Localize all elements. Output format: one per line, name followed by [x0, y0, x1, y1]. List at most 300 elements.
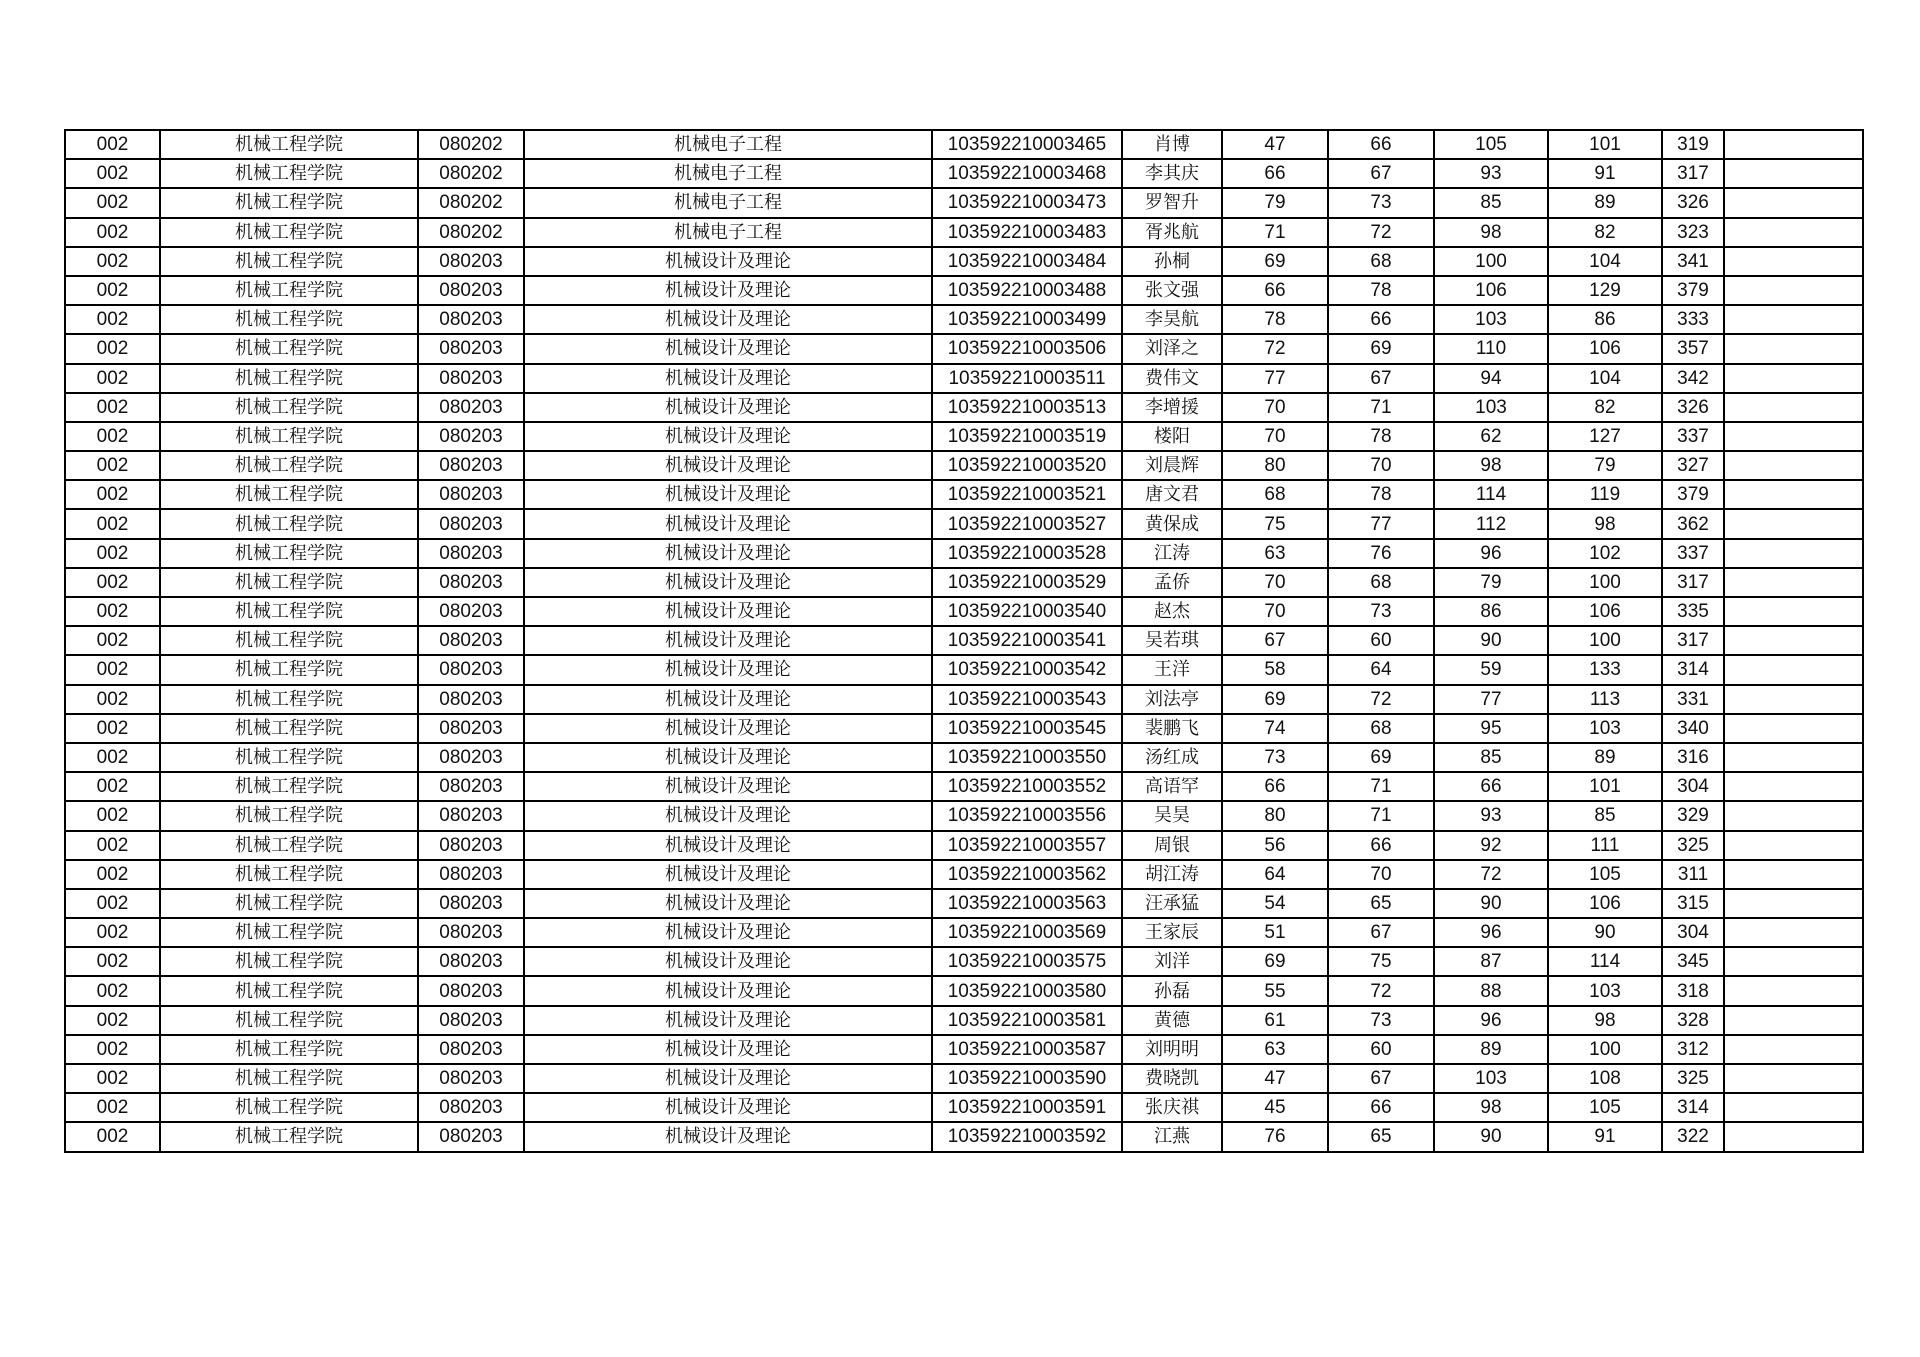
cell-exam-id: 103592210003521	[932, 480, 1122, 509]
cell-score1: 54	[1222, 889, 1328, 918]
cell-major-code: 080203	[418, 1006, 524, 1035]
cell-name: 刘明明	[1122, 1035, 1222, 1064]
cell-score3: 89	[1434, 1035, 1548, 1064]
cell-remark	[1724, 1093, 1863, 1122]
cell-remark	[1724, 976, 1863, 1005]
cell-unit-code: 002	[65, 276, 160, 305]
cell-score1: 67	[1222, 626, 1328, 655]
cell-major-name: 机械设计及理论	[524, 889, 932, 918]
cell-score4: 82	[1548, 218, 1662, 247]
cell-exam-id: 103592210003529	[932, 568, 1122, 597]
cell-total: 335	[1662, 597, 1724, 626]
cell-exam-id: 103592210003569	[932, 918, 1122, 947]
cell-major-name: 机械设计及理论	[524, 626, 932, 655]
cell-exam-id: 103592210003590	[932, 1064, 1122, 1093]
cell-total: 318	[1662, 976, 1724, 1005]
cell-exam-id: 103592210003519	[932, 422, 1122, 451]
cell-major-name: 机械设计及理论	[524, 1093, 932, 1122]
table-row	[65, 597, 1863, 626]
cell-score1: 69	[1222, 685, 1328, 714]
cell-score3: 112	[1434, 509, 1548, 538]
cell-college: 机械工程学院	[160, 539, 418, 568]
table-row	[65, 159, 1863, 188]
cell-score3: 100	[1434, 247, 1548, 276]
cell-score2: 73	[1328, 597, 1434, 626]
cell-college: 机械工程学院	[160, 451, 418, 480]
cell-score2: 73	[1328, 188, 1434, 217]
cell-score1: 77	[1222, 364, 1328, 393]
cell-college: 机械工程学院	[160, 130, 418, 159]
cell-name: 胥兆航	[1122, 218, 1222, 247]
table-row	[65, 626, 1863, 655]
cell-total: 340	[1662, 714, 1724, 743]
cell-name: 孙桐	[1122, 247, 1222, 276]
cell-major-name: 机械设计及理论	[524, 801, 932, 830]
cell-name: 孙磊	[1122, 976, 1222, 1005]
cell-major-name: 机械设计及理论	[524, 568, 932, 597]
table-row	[65, 1093, 1863, 1122]
cell-score1: 78	[1222, 305, 1328, 334]
table-row	[65, 743, 1863, 772]
cell-major-name: 机械电子工程	[524, 130, 932, 159]
cell-score1: 66	[1222, 159, 1328, 188]
table-row	[65, 480, 1863, 509]
score-table-body	[65, 130, 1863, 1152]
cell-college: 机械工程学院	[160, 597, 418, 626]
cell-total: 319	[1662, 130, 1724, 159]
cell-name: 王家辰	[1122, 918, 1222, 947]
cell-major-name: 机械电子工程	[524, 218, 932, 247]
cell-major-name: 机械电子工程	[524, 188, 932, 217]
cell-remark	[1724, 539, 1863, 568]
cell-college: 机械工程学院	[160, 364, 418, 393]
cell-major-code: 080203	[418, 947, 524, 976]
cell-exam-id: 103592210003563	[932, 889, 1122, 918]
cell-exam-id: 103592210003543	[932, 685, 1122, 714]
cell-remark	[1724, 1122, 1863, 1151]
cell-score3: 94	[1434, 364, 1548, 393]
cell-score4: 102	[1548, 539, 1662, 568]
cell-score4: 85	[1548, 801, 1662, 830]
cell-college: 机械工程学院	[160, 860, 418, 889]
cell-exam-id: 103592210003542	[932, 655, 1122, 684]
cell-major-code: 080203	[418, 918, 524, 947]
table-row	[65, 130, 1863, 159]
cell-major-name: 机械设计及理论	[524, 1122, 932, 1151]
cell-score3: 86	[1434, 597, 1548, 626]
cell-score4: 106	[1548, 889, 1662, 918]
cell-unit-code: 002	[65, 1064, 160, 1093]
cell-exam-id: 103592210003506	[932, 334, 1122, 363]
cell-unit-code: 002	[65, 159, 160, 188]
cell-score1: 74	[1222, 714, 1328, 743]
cell-name: 胡江涛	[1122, 860, 1222, 889]
cell-score3: 96	[1434, 918, 1548, 947]
cell-remark	[1724, 159, 1863, 188]
cell-college: 机械工程学院	[160, 218, 418, 247]
cell-score2: 71	[1328, 772, 1434, 801]
cell-score1: 70	[1222, 568, 1328, 597]
cell-unit-code: 002	[65, 918, 160, 947]
cell-major-code: 080202	[418, 159, 524, 188]
cell-remark	[1724, 918, 1863, 947]
cell-remark	[1724, 1006, 1863, 1035]
table-row	[65, 976, 1863, 1005]
cell-major-code: 080203	[418, 1093, 524, 1122]
table-row	[65, 393, 1863, 422]
cell-remark	[1724, 743, 1863, 772]
cell-name: 黄德	[1122, 1006, 1222, 1035]
cell-score3: 90	[1434, 626, 1548, 655]
cell-college: 机械工程学院	[160, 976, 418, 1005]
cell-major-code: 080203	[418, 568, 524, 597]
cell-major-code: 080202	[418, 218, 524, 247]
cell-college: 机械工程学院	[160, 947, 418, 976]
cell-remark	[1724, 1035, 1863, 1064]
table-row	[65, 539, 1863, 568]
cell-major-code: 080203	[418, 276, 524, 305]
cell-score2: 72	[1328, 685, 1434, 714]
cell-score2: 72	[1328, 976, 1434, 1005]
table-row	[65, 276, 1863, 305]
cell-score3: 103	[1434, 1064, 1548, 1093]
cell-unit-code: 002	[65, 1122, 160, 1151]
score-table	[64, 129, 1864, 1153]
cell-unit-code: 002	[65, 947, 160, 976]
cell-major-name: 机械设计及理论	[524, 305, 932, 334]
cell-name: 周银	[1122, 831, 1222, 860]
cell-score2: 78	[1328, 276, 1434, 305]
cell-score2: 67	[1328, 159, 1434, 188]
cell-college: 机械工程学院	[160, 1093, 418, 1122]
cell-remark	[1724, 422, 1863, 451]
cell-remark	[1724, 685, 1863, 714]
cell-score1: 76	[1222, 1122, 1328, 1151]
cell-major-name: 机械设计及理论	[524, 685, 932, 714]
cell-score1: 70	[1222, 597, 1328, 626]
cell-name: 李其庆	[1122, 159, 1222, 188]
cell-score2: 70	[1328, 451, 1434, 480]
cell-total: 304	[1662, 772, 1724, 801]
cell-major-name: 机械设计及理论	[524, 451, 932, 480]
cell-major-code: 080203	[418, 772, 524, 801]
cell-name: 黄保成	[1122, 509, 1222, 538]
cell-score2: 60	[1328, 626, 1434, 655]
cell-name: 刘洋	[1122, 947, 1222, 976]
table-row	[65, 889, 1863, 918]
cell-score1: 75	[1222, 509, 1328, 538]
cell-remark	[1724, 568, 1863, 597]
cell-major-code: 080203	[418, 860, 524, 889]
cell-unit-code: 002	[65, 509, 160, 538]
table-row	[65, 801, 1863, 830]
cell-college: 机械工程学院	[160, 480, 418, 509]
cell-major-name: 机械设计及理论	[524, 393, 932, 422]
cell-name: 楼阳	[1122, 422, 1222, 451]
cell-remark	[1724, 655, 1863, 684]
cell-score1: 71	[1222, 218, 1328, 247]
cell-score2: 72	[1328, 218, 1434, 247]
cell-score4: 100	[1548, 1035, 1662, 1064]
table-row	[65, 918, 1863, 947]
cell-major-code: 080203	[418, 626, 524, 655]
cell-major-code: 080202	[418, 188, 524, 217]
cell-score4: 119	[1548, 480, 1662, 509]
cell-name: 高语罕	[1122, 772, 1222, 801]
cell-exam-id: 103592210003556	[932, 801, 1122, 830]
cell-name: 费晓凯	[1122, 1064, 1222, 1093]
cell-score2: 78	[1328, 422, 1434, 451]
cell-score2: 68	[1328, 568, 1434, 597]
cell-score1: 70	[1222, 393, 1328, 422]
cell-major-name: 机械设计及理论	[524, 1064, 932, 1093]
cell-total: 379	[1662, 480, 1724, 509]
cell-major-code: 080203	[418, 714, 524, 743]
cell-score3: 92	[1434, 831, 1548, 860]
cell-remark	[1724, 1064, 1863, 1093]
table-row	[65, 655, 1863, 684]
cell-college: 机械工程学院	[160, 509, 418, 538]
cell-total: 337	[1662, 539, 1724, 568]
cell-unit-code: 002	[65, 422, 160, 451]
cell-unit-code: 002	[65, 1006, 160, 1035]
cell-remark	[1724, 188, 1863, 217]
cell-total: 345	[1662, 947, 1724, 976]
cell-major-code: 080203	[418, 1122, 524, 1151]
cell-major-name: 机械设计及理论	[524, 831, 932, 860]
cell-score4: 89	[1548, 188, 1662, 217]
cell-score1: 47	[1222, 1064, 1328, 1093]
cell-major-code: 080203	[418, 334, 524, 363]
cell-college: 机械工程学院	[160, 247, 418, 276]
cell-total: 379	[1662, 276, 1724, 305]
cell-total: 327	[1662, 451, 1724, 480]
cell-score4: 133	[1548, 655, 1662, 684]
table-row	[65, 422, 1863, 451]
cell-score4: 89	[1548, 743, 1662, 772]
cell-score3: 79	[1434, 568, 1548, 597]
cell-exam-id: 103592210003541	[932, 626, 1122, 655]
cell-score4: 86	[1548, 305, 1662, 334]
table-row	[65, 1035, 1863, 1064]
cell-college: 机械工程学院	[160, 334, 418, 363]
cell-unit-code: 002	[65, 831, 160, 860]
cell-score1: 61	[1222, 1006, 1328, 1035]
cell-score3: 106	[1434, 276, 1548, 305]
cell-major-code: 080203	[418, 247, 524, 276]
cell-score1: 66	[1222, 276, 1328, 305]
cell-exam-id: 103592210003552	[932, 772, 1122, 801]
cell-score4: 129	[1548, 276, 1662, 305]
cell-score3: 96	[1434, 1006, 1548, 1035]
cell-name: 吴若琪	[1122, 626, 1222, 655]
cell-exam-id: 103592210003575	[932, 947, 1122, 976]
cell-college: 机械工程学院	[160, 714, 418, 743]
cell-remark	[1724, 626, 1863, 655]
cell-exam-id: 103592210003550	[932, 743, 1122, 772]
cell-score1: 69	[1222, 247, 1328, 276]
cell-score4: 113	[1548, 685, 1662, 714]
cell-name: 刘法亭	[1122, 685, 1222, 714]
cell-score3: 95	[1434, 714, 1548, 743]
cell-remark	[1724, 130, 1863, 159]
cell-score1: 68	[1222, 480, 1328, 509]
cell-total: 329	[1662, 801, 1724, 830]
cell-score4: 104	[1548, 247, 1662, 276]
table-row	[65, 247, 1863, 276]
cell-unit-code: 002	[65, 597, 160, 626]
cell-college: 机械工程学院	[160, 801, 418, 830]
cell-major-code: 080203	[418, 509, 524, 538]
cell-score1: 51	[1222, 918, 1328, 947]
cell-remark	[1724, 831, 1863, 860]
cell-exam-id: 103592210003528	[932, 539, 1122, 568]
cell-total: 337	[1662, 422, 1724, 451]
cell-major-name: 机械设计及理论	[524, 714, 932, 743]
cell-total: 333	[1662, 305, 1724, 334]
cell-score2: 71	[1328, 393, 1434, 422]
cell-major-code: 080203	[418, 801, 524, 830]
cell-total: 317	[1662, 626, 1724, 655]
cell-remark	[1724, 801, 1863, 830]
cell-name: 张文强	[1122, 276, 1222, 305]
cell-score3: 72	[1434, 860, 1548, 889]
cell-unit-code: 002	[65, 218, 160, 247]
cell-score3: 85	[1434, 743, 1548, 772]
cell-score3: 103	[1434, 393, 1548, 422]
cell-remark	[1724, 714, 1863, 743]
table-row	[65, 188, 1863, 217]
cell-score3: 90	[1434, 1122, 1548, 1151]
cell-total: 331	[1662, 685, 1724, 714]
cell-name: 肖博	[1122, 130, 1222, 159]
cell-major-code: 080203	[418, 889, 524, 918]
cell-unit-code: 002	[65, 334, 160, 363]
cell-major-name: 机械设计及理论	[524, 743, 932, 772]
cell-total: 317	[1662, 159, 1724, 188]
cell-name: 王洋	[1122, 655, 1222, 684]
cell-exam-id: 103592210003468	[932, 159, 1122, 188]
cell-college: 机械工程学院	[160, 831, 418, 860]
cell-unit-code: 002	[65, 976, 160, 1005]
cell-remark	[1724, 860, 1863, 889]
cell-college: 机械工程学院	[160, 1035, 418, 1064]
cell-remark	[1724, 276, 1863, 305]
cell-name: 张庆祺	[1122, 1093, 1222, 1122]
table-row	[65, 364, 1863, 393]
cell-total: 326	[1662, 188, 1724, 217]
cell-score3: 87	[1434, 947, 1548, 976]
cell-score2: 60	[1328, 1035, 1434, 1064]
cell-score4: 105	[1548, 860, 1662, 889]
cell-major-code: 080203	[418, 422, 524, 451]
cell-remark	[1724, 947, 1863, 976]
cell-unit-code: 002	[65, 626, 160, 655]
cell-exam-id: 103592210003587	[932, 1035, 1122, 1064]
cell-score4: 98	[1548, 509, 1662, 538]
cell-score2: 67	[1328, 1064, 1434, 1093]
cell-score2: 65	[1328, 1122, 1434, 1151]
cell-name: 汤红成	[1122, 743, 1222, 772]
cell-score2: 77	[1328, 509, 1434, 538]
cell-score1: 64	[1222, 860, 1328, 889]
cell-score4: 100	[1548, 568, 1662, 597]
cell-remark	[1724, 509, 1863, 538]
cell-major-name: 机械设计及理论	[524, 422, 932, 451]
cell-total: 314	[1662, 655, 1724, 684]
cell-score4: 100	[1548, 626, 1662, 655]
cell-college: 机械工程学院	[160, 393, 418, 422]
cell-score4: 91	[1548, 1122, 1662, 1151]
cell-score1: 55	[1222, 976, 1328, 1005]
cell-college: 机械工程学院	[160, 568, 418, 597]
cell-college: 机械工程学院	[160, 918, 418, 947]
cell-score3: 59	[1434, 655, 1548, 684]
cell-score1: 72	[1222, 334, 1328, 363]
cell-unit-code: 002	[65, 889, 160, 918]
cell-score3: 93	[1434, 801, 1548, 830]
cell-total: 326	[1662, 393, 1724, 422]
cell-name: 刘晨辉	[1122, 451, 1222, 480]
cell-score4: 103	[1548, 714, 1662, 743]
cell-total: 362	[1662, 509, 1724, 538]
cell-name: 费伟文	[1122, 364, 1222, 393]
cell-major-name: 机械设计及理论	[524, 276, 932, 305]
cell-score3: 98	[1434, 1093, 1548, 1122]
cell-unit-code: 002	[65, 480, 160, 509]
cell-score4: 111	[1548, 831, 1662, 860]
cell-score2: 70	[1328, 860, 1434, 889]
cell-score3: 110	[1434, 334, 1548, 363]
cell-major-code: 080203	[418, 976, 524, 1005]
cell-total: 325	[1662, 1064, 1724, 1093]
table-row	[65, 305, 1863, 334]
cell-exam-id: 103592210003592	[932, 1122, 1122, 1151]
cell-major-name: 机械设计及理论	[524, 976, 932, 1005]
cell-major-code: 080203	[418, 831, 524, 860]
cell-name: 汪承猛	[1122, 889, 1222, 918]
cell-name: 刘泽之	[1122, 334, 1222, 363]
cell-exam-id: 103592210003557	[932, 831, 1122, 860]
cell-score2: 66	[1328, 305, 1434, 334]
cell-total: 325	[1662, 831, 1724, 860]
cell-score3: 105	[1434, 130, 1548, 159]
cell-college: 机械工程学院	[160, 889, 418, 918]
table-row	[65, 451, 1863, 480]
table-row	[65, 509, 1863, 538]
cell-score2: 65	[1328, 889, 1434, 918]
cell-unit-code: 002	[65, 772, 160, 801]
cell-score4: 103	[1548, 976, 1662, 1005]
cell-name: 孟侨	[1122, 568, 1222, 597]
cell-exam-id: 103592210003545	[932, 714, 1122, 743]
cell-college: 机械工程学院	[160, 685, 418, 714]
cell-score2: 76	[1328, 539, 1434, 568]
cell-score4: 101	[1548, 772, 1662, 801]
cell-name: 李昊航	[1122, 305, 1222, 334]
cell-exam-id: 103592210003488	[932, 276, 1122, 305]
cell-unit-code: 002	[65, 364, 160, 393]
cell-remark	[1724, 772, 1863, 801]
cell-exam-id: 103592210003540	[932, 597, 1122, 626]
cell-exam-id: 103592210003484	[932, 247, 1122, 276]
cell-unit-code: 002	[65, 539, 160, 568]
cell-total: 357	[1662, 334, 1724, 363]
cell-score3: 98	[1434, 218, 1548, 247]
cell-score2: 78	[1328, 480, 1434, 509]
cell-name: 李增援	[1122, 393, 1222, 422]
cell-college: 机械工程学院	[160, 743, 418, 772]
